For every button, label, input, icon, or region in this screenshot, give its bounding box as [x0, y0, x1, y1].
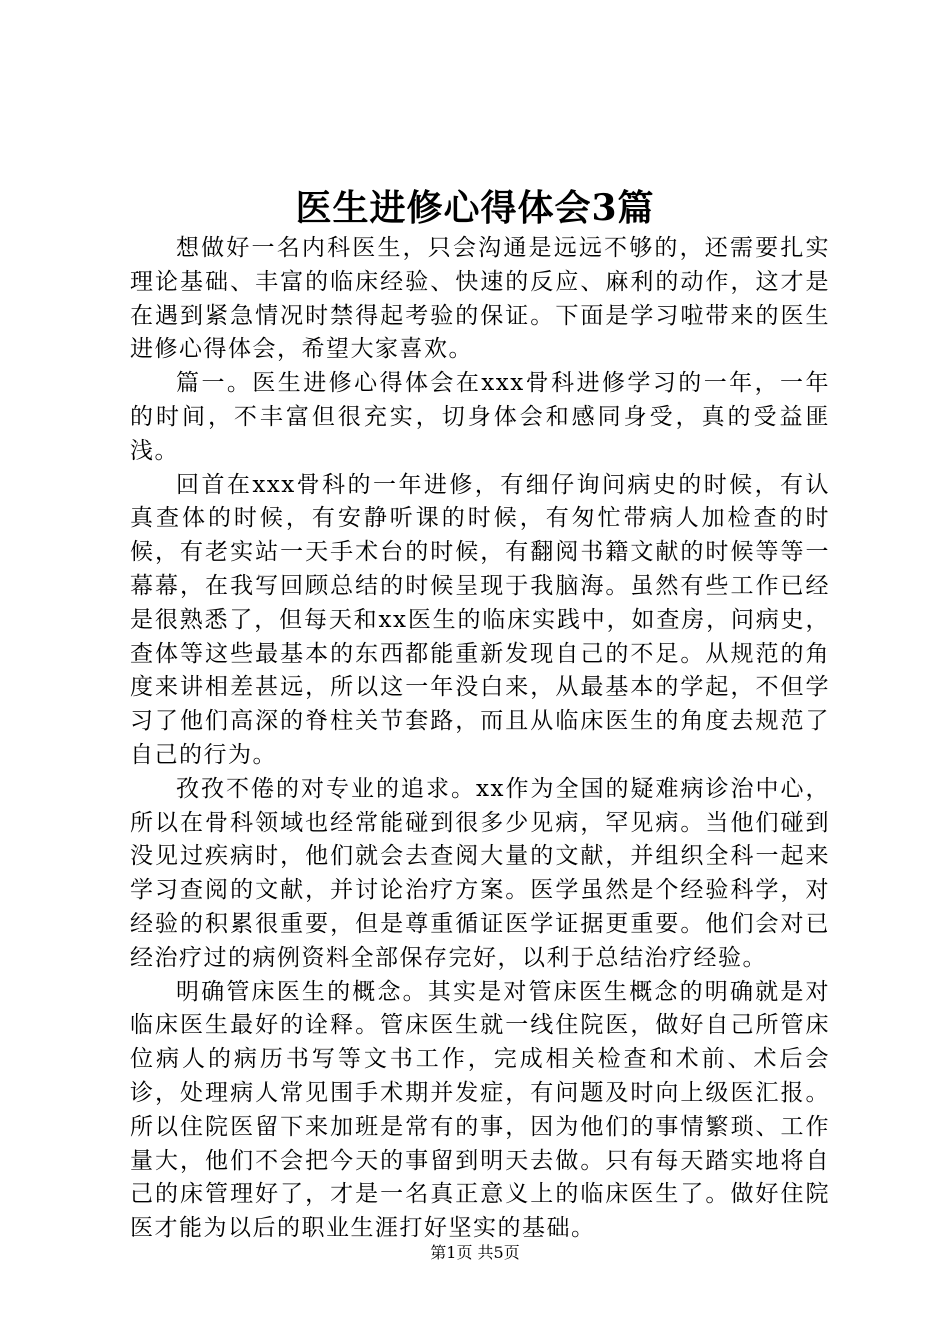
page-number-footer: 第1页 共5页 — [430, 1243, 520, 1262]
paragraph-intro: 想做好一名内科医生，只会沟通是远远不够的，还需要扎实理论基础、丰富的临床经验、快速的反应、麻利的动作，这才是在遇到紧急情况时禁得起考验的保证。下面是学习啦带来的医生进修心得体会，希望大家喜欢。 — [130, 235, 830, 363]
document-title: 医生进修心得体会3篇 — [295, 187, 655, 229]
paragraph-attending-concept: 明确管床医生的概念。其实是对管床医生概念的明确就是对临床医生最好的诠释。管床医生就一线住院医，做好自己所管床位病人的病历书写等文书工作，完成相关检查和术前、术后会诊，处理病人常见围手术期并发症，有问题及时向上级医汇报。所以住院医留下来加班是常有的事，因为他们的事情繁琐、工作量大，他们不会把今天的事留到明天去做。只有每天踏实地将自己的床管理好了，才是一名真正意义上的临床医生了。做好住院医才能为以后的职业生涯打好坚实的基础。 — [130, 978, 830, 1242]
paragraph-review: 回首在xxx骨科的一年进修，有细仔询问病史的时候，有认真查体的时候，有安静听课的时候，有匆忙带病人加检查的时候，有老实站一天手术台的时候，有翻阅书籍文献的时候等等一幕幕，在我写回顾总结的时候呈现于我脑海。虽然有些工作已经是很熟悉了，但每天和xx医生的临床实践中，如查房，问病史，查体等这些最基本的东西都能重新发现自己的不足。从规范的角度来讲相差甚远，所以这一年没白来，从最基本的学起，不但学习了他们高深的脊柱关节套路，而且从临床医生的角度去规范了自己的行为。 — [130, 471, 830, 768]
document-body — [130, 232, 830, 1246]
paragraph-pursuit: 孜孜不倦的对专业的追求。xx作为全国的疑难病诊治中心，所以在骨科领域也经常能碰到很多少见病，罕见病。当他们碰到没见过疾病时，他们就会去查阅大量的文献，并组织全科一起来学习查阅的文献，并讨论治疗方案。医学虽然是个经验科学，对经验的积累很重要，但是尊重循证医学证据更重要。他们会对已经治疗过的病例资料全部保存完好，以利于总结治疗经验。 — [130, 775, 830, 971]
paragraph-part-one: 篇一。医生进修心得体会在xxx骨科进修学习的一年，一年的时间，不丰富但很充实，切身体会和感同身受，真的受益匪浅。 — [130, 370, 830, 464]
